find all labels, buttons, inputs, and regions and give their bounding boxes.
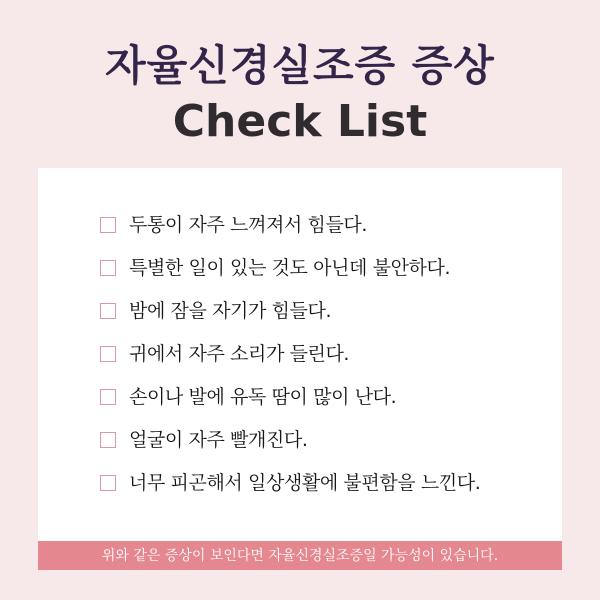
footer-banner xyxy=(38,541,562,570)
check-item[interactable] xyxy=(100,375,480,418)
checklist-card xyxy=(38,168,562,541)
page-subtitle: Check List xyxy=(172,96,428,147)
check-item-label: 손이나 발에 유독 땀이 많이 난다. xyxy=(129,385,397,408)
check-item[interactable] xyxy=(100,203,480,246)
checkbox-icon[interactable] xyxy=(100,303,116,319)
check-item-label: 특별한 일이 있는 것도 아닌데 불안하다. xyxy=(129,256,451,279)
checkbox-icon[interactable] xyxy=(100,346,116,362)
page-title: 자율신경실조증 증상 xyxy=(105,41,495,90)
checkbox-icon[interactable] xyxy=(100,260,116,276)
footer-text: 위와 같은 증상이 보인다면 자율신경실조증일 가능성이 있습니다. xyxy=(101,547,499,564)
check-item[interactable] xyxy=(100,461,480,504)
check-item-label: 귀에서 자주 소리가 들린다. xyxy=(129,342,350,365)
check-item-label: 두통이 자주 느껴져서 힘들다. xyxy=(129,213,368,236)
check-item[interactable] xyxy=(100,246,480,289)
check-list xyxy=(100,203,480,504)
check-item[interactable] xyxy=(100,332,480,375)
check-item-label: 밤에 잠을 자기가 힘들다. xyxy=(129,299,332,322)
checkbox-icon[interactable] xyxy=(100,475,116,491)
checkbox-icon[interactable] xyxy=(100,389,116,405)
check-item[interactable] xyxy=(100,289,480,332)
checkbox-icon[interactable] xyxy=(100,217,116,233)
check-item-label: 너무 피곤해서 일상생활에 불편함을 느낀다. xyxy=(129,471,481,494)
check-item[interactable] xyxy=(100,418,480,461)
check-item-label: 얼굴이 자주 빨개진다. xyxy=(129,428,308,451)
checkbox-icon[interactable] xyxy=(100,432,116,448)
